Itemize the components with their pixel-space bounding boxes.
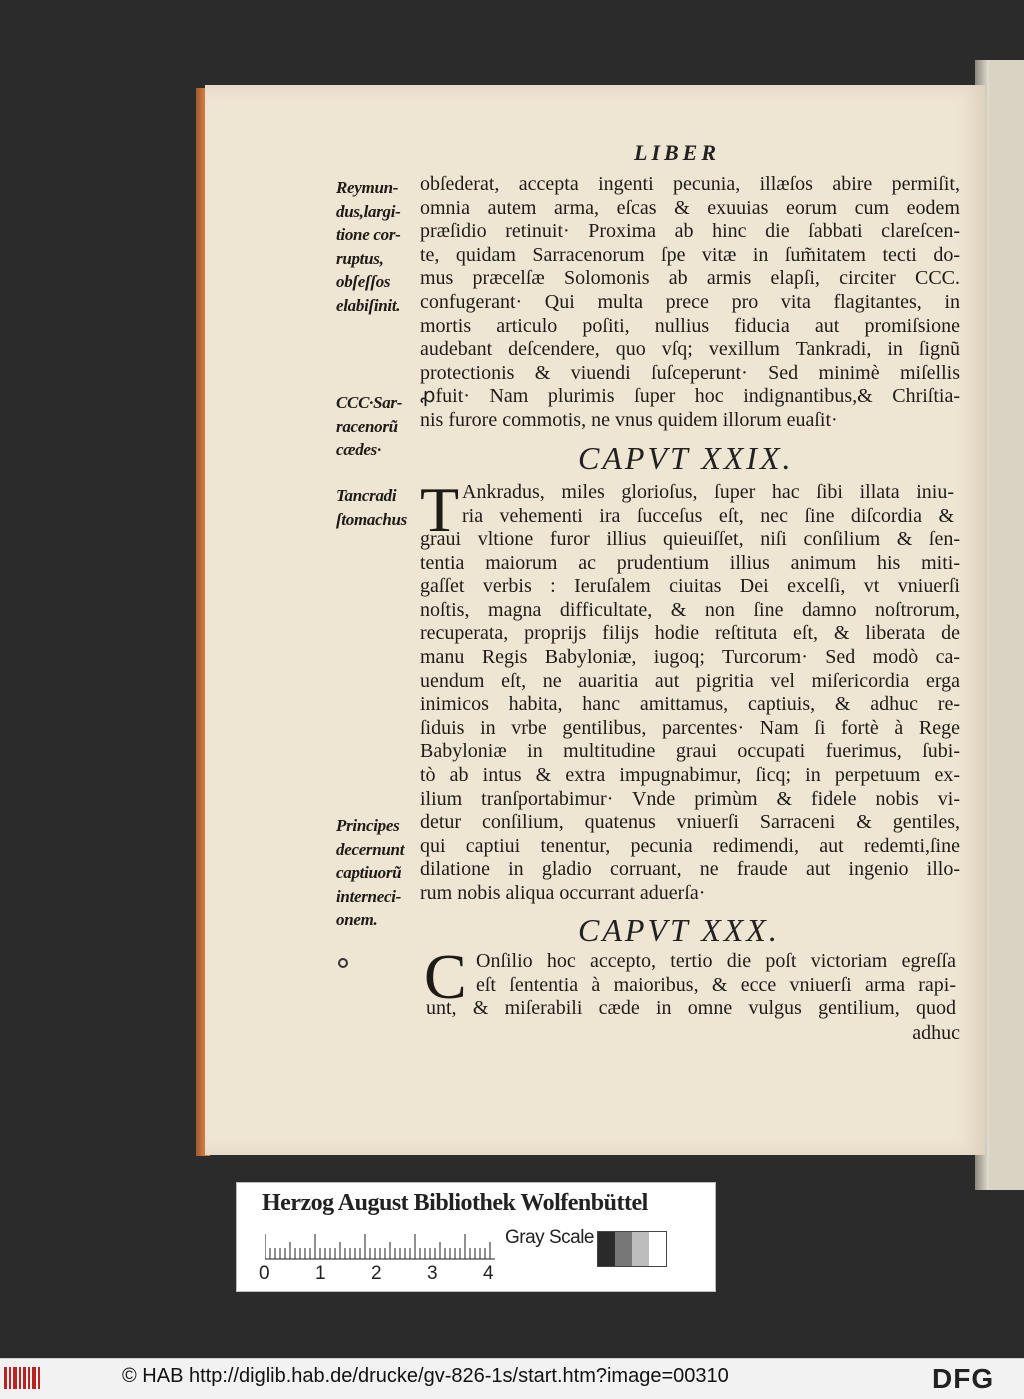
ruler-number: 4 <box>483 1263 494 1284</box>
text-block-2 <box>420 528 960 906</box>
text-line: manu Regis Babyloniæ, iugoq; Turcorum· Sed modò ca- <box>420 645 960 668</box>
chapter-29-opening-lines <box>462 481 954 528</box>
dfg-logo: DFG <box>932 1363 995 1394</box>
text-line: qui captiui tenentur, pecunia redimendi, aut redemti,ſine <box>420 834 960 857</box>
text-line: ſtomachus <box>336 509 407 529</box>
text-line: obſeſſos <box>336 272 391 292</box>
text-line: mus præcelſæ Solomonis ab armis elapſi, circiter CCC. <box>420 267 960 290</box>
ruler-number: 0 <box>259 1263 270 1284</box>
swatch-cell <box>632 1232 649 1266</box>
chapter-heading-29: CAPVT XXIX. <box>578 440 794 476</box>
text-line: ſiduis in vrbe gentilibus, parcentes· Nam ſi fortè à Rege <box>420 716 960 739</box>
text-line: dilatione in gladio corruant, ne fraude aut ingenio illo- <box>420 858 960 881</box>
ruler-number: 1 <box>315 1263 326 1284</box>
text-line: protectionis & viuendi ſuſceperunt· Sed minimè miſellis <box>420 361 960 384</box>
text-block-1 <box>420 173 960 433</box>
text-line: Tancradi <box>336 486 397 505</box>
text-line: tione cor- <box>336 225 401 245</box>
text-line: eſt ſententia à maioribus, & ecce vniuerſi arma rapi- <box>476 973 956 996</box>
copyright-url[interactable]: © HAB http://diglib.hab.de/drucke/gv-826-1s/start.htm?image=00310 <box>122 1365 729 1387</box>
text-line: CCC·Sar- <box>336 393 403 412</box>
text-line: uendum eſt, ne auaritia aut pigritia vel miſericordia erga <box>420 669 960 692</box>
marginal-note-4 <box>336 814 420 932</box>
text-line: rum nobis aliqua occurrant aduerſa· <box>420 881 706 904</box>
chapter-heading-30: CAPVT XXX. <box>578 912 780 948</box>
text-line: audebant deſcendere, quo vſq; vexillum Tankradi, in ſignũ <box>420 338 960 361</box>
text-line: Babyloniæ in multitudine graui occupati fuerimus, ſubi- <box>420 740 960 763</box>
text-line: ilium tranſportabimur· Vnde primùm & fidele nobis vi- <box>420 787 960 810</box>
text-line: dus,largi- <box>336 201 401 221</box>
text-line: Principes <box>336 816 400 835</box>
library-name: Herzog August Bibliothek Wolfenbüttel <box>262 1190 648 1216</box>
text-line: onem. <box>336 910 378 930</box>
text-line: inimicos habita, hanc amittamus, captiuis, & adhuc re- <box>420 693 960 716</box>
text-line: Ankradus, miles glorioſus, ſuper hac ſibi illata iniu- <box>462 481 954 503</box>
ruler-ticks <box>265 1230 495 1260</box>
text-line: ꝓfuit· Nam plurimis ſuper hoc indignantibus,& Chriſtia- <box>420 385 960 408</box>
swatch-cell <box>649 1232 666 1266</box>
text-line: unt, & miſerabili cæde in omne vulgus gentilium, quod <box>426 997 956 1019</box>
text-line: decernunt <box>336 839 405 859</box>
text-line: mortis articulo poſiti, nullius fiducia aut promiſsione <box>420 314 960 337</box>
swatch-cell <box>598 1232 615 1266</box>
text-line: confugerant· Qui multa prece pro vita flagitantes, in <box>420 290 960 313</box>
ruler-number: 3 <box>427 1263 438 1284</box>
text-line: elabiſinit. <box>336 295 401 315</box>
text-line: te, quidam Sarracenorum ſpe vitæ in ſum̃itatem tecti do- <box>420 243 960 266</box>
chapter-30-opening-lines <box>476 950 956 997</box>
drop-capital-t: T <box>420 474 460 545</box>
text-line: cædes· <box>336 440 381 460</box>
text-line: detur conſilium, quatenus vniuerſi Sarraceni & gentiles, <box>420 811 960 834</box>
text-line: noſtis, magna difficultate, & non ſine damno noſtrorum, <box>420 598 960 621</box>
drop-capital-c: C <box>424 941 467 1012</box>
barcode-icon <box>4 1365 42 1391</box>
text-line: obſederat, accepta ingenti pecunia, illæſos abire permiſit, <box>420 173 960 195</box>
text-line: nis furore commotis, ne vnus quidem illorum euaſit· <box>420 408 838 431</box>
ruler-number: 2 <box>371 1263 382 1284</box>
text-line: captiuorũ <box>336 863 402 883</box>
marginal-note-1 <box>336 176 420 318</box>
scale-ruler-card <box>236 1182 716 1292</box>
text-line: Reymun- <box>336 178 399 197</box>
text-line: omnia autem arma, eſcas & exuuias eorum cum eodem <box>420 196 960 219</box>
marginal-note-3 <box>336 484 420 531</box>
text-line: graui vltione furor illius quieuiſſet, niſi conſilium & ſen- <box>420 528 960 550</box>
footer-bar <box>0 1358 1024 1399</box>
text-line: gaſſet verbis : Ieruſalem ciuitas Dei excelſi, vt vniuerſi <box>420 575 960 598</box>
text-line: præſidio retinuit· Proxima ab hinc die ſabbati clareſcen- <box>420 220 960 243</box>
text-line: ria vehementi ira ſucceſus eſt, nec ſine diſcordia & <box>462 504 954 527</box>
text-line: tò ab intus & extra impugnabimur, ſicq; in perpetuum ex- <box>420 763 960 786</box>
adjacent-page <box>985 60 1024 1190</box>
text-line: racenorũ <box>336 416 398 436</box>
marginal-note-2 <box>336 391 420 462</box>
gray-scale-swatch <box>597 1231 667 1267</box>
text-line: ruptus, <box>336 248 384 268</box>
text-block-3 <box>426 997 956 1021</box>
swatch-cell <box>615 1232 632 1266</box>
catchword-block <box>420 1022 960 1046</box>
text-line: tentia maiorum ac prudentium illius animum his miti- <box>420 551 960 574</box>
text-line: Onſilio hoc accepto, tertio die poſt victoriam egreſſa <box>476 950 956 972</box>
gray-scale-label: Gray Scale <box>505 1227 594 1248</box>
catchword: adhuc <box>912 1022 960 1044</box>
text-line: interneci- <box>336 886 401 906</box>
margin-bullet <box>338 958 348 968</box>
text-line: recuperata, proprijs filijs hodie reſtituta eſt, & liberata de <box>420 622 960 645</box>
running-head: LIBER <box>634 140 721 165</box>
